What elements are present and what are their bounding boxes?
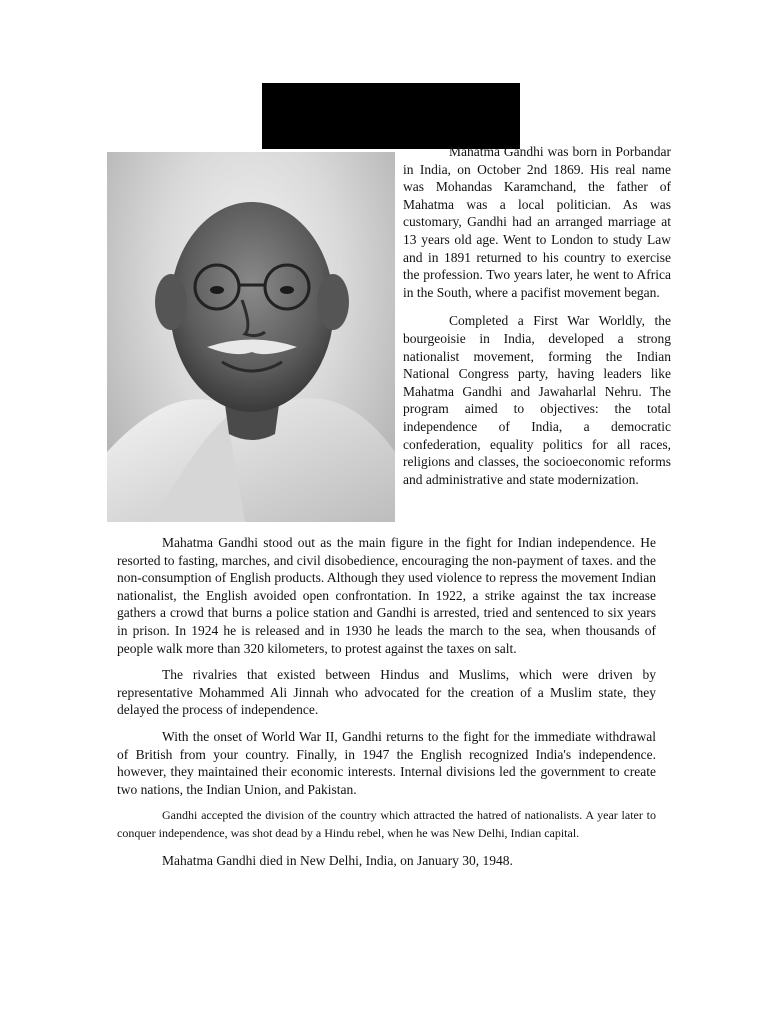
redacted-title-block [262,83,520,149]
body-paragraph-rivalries: The rivalries that existed between Hindus and Muslims, which were driven by representative Mohammed Ali Jinnah who advocated for the creation of a Muslim state, they delayed the process of independence. [117,667,656,718]
body-paragraph-world-war: With the onset of World War II, Gandhi returns to the fight for the immediate withdrawal of British from your country. Finally, in 1947 the English recognized India's independence. however, they maintained their economic interests. Internal divisions led the government to create two nations, the Indian Union, and Pakistan. [117,728,656,797]
body-paragraph-death: Mahatma Gandhi died in New Delhi, India, on January 30, 1948. [162,852,513,868]
portrait-illustration [107,152,395,522]
side-paragraph-birth: Mahatma Gandhi was born in Porbandar in India, on October 2nd 1869. His real name was Mohandas Karamchand, the father of Mahatma was a local politician. As was customary, Gandhi had an arranged marriage at 13 years old age. Went to London to study Law and in 1891 returned to his country to exercise the profession. Two years later, he went to Africa in the South, where a pacifist movement began. [403,144,671,300]
portrait-photo [107,152,395,522]
body-paragraph-division: Gandhi accepted the division of the country which attracted the hatred of nationalists. A year later to conquer independence, was shot dead by a Hindu rebel, when he was New Delhi, Indian capital. [117,808,656,840]
side-column-text [403,143,671,499]
main-body-text [117,534,656,878]
side-paragraph-congress: Completed a First War Worldly, the bourgeoisie in India, developed a strong nationalist movement, forming the Indian National Congress party, having leaders like Mahatma Gandhi and Jawaharlal Nehru. The program aimed to objectives: the total independence of India, a democratic confederation, equality politics for all races, religions and classes, the socioeconomic reforms and administrative and state modernization. [403,313,671,487]
body-paragraph-independence-fight: Mahatma Gandhi stood out as the main figure in the fight for Indian independence. He resorted to fasting, marches, and civil disobedience, encouraging the non-payment of taxes. and the non-consumption of English products. Although they used violence to repress the movement Indian nationalist, the English avoided open confrontation. In 1922, a strike against the tax increase gathers a crowd that burns a police station and Gandhi is arrested, tried and sentenced to six years in prison. In 1924 he is released and in 1930 he leads the march to the sea, when thousands of people walk more than 320 kilometers, to protest against the taxes on salt. [117,535,656,656]
